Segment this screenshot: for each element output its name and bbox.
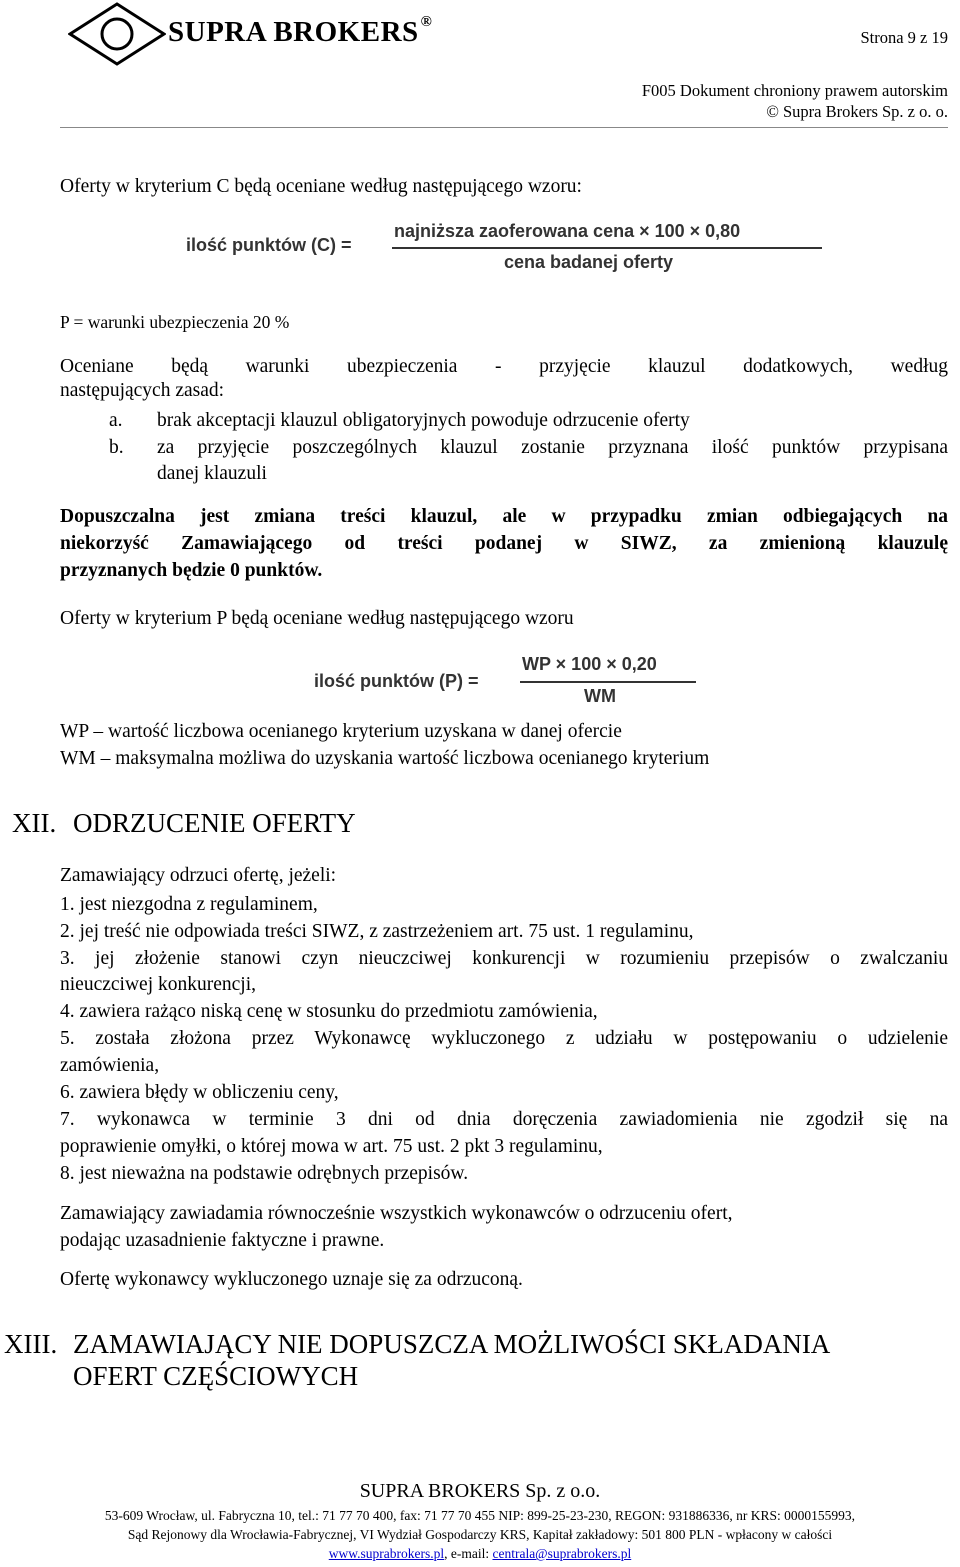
formula-p — [314, 651, 704, 709]
list-marker-a: a. — [109, 410, 123, 431]
section-xiii-number: XIII. — [4, 1329, 58, 1359]
email-link[interactable]: centrala@suprabrokers.pl — [492, 1546, 632, 1561]
supra-brokers-logo-icon — [68, 2, 166, 66]
list-item-b-line2: danej klauzuli — [157, 463, 267, 484]
rejection-item-6: 6. zawiera błędy w obliczeniu ceny, — [60, 1082, 339, 1103]
formula-c — [186, 218, 826, 276]
email-prefix: , e-mail: — [444, 1546, 493, 1561]
footer-court: Sąd Rejonowy dla Wrocławia-Fabrycznej, VI Wydział Gospodarczy KRS, Kapitał zakładowy: 501 800 PLN - wpłacony w całości — [127, 1527, 833, 1542]
formula-c-fraction-bar — [392, 247, 822, 249]
notification-line2: podając uzasadnienie faktyczne i prawne. — [60, 1230, 385, 1251]
brand-text: SUPRA BROKERS — [168, 16, 419, 48]
rejection-item-2: 2. jej treść nie odpowiada treści SIWZ, z zastrzeżeniem art. 75 ust. 1 regulaminu, — [60, 921, 694, 942]
section-xiii-title-line2: OFERT CZĘŚCIOWYCH — [73, 1361, 359, 1391]
formula-c-denominator: cena badanej oferty — [504, 252, 674, 272]
notification-line1: Zamawiający zawiadamia równocześnie wszystkich wykonawców o odrzuceniu ofert, — [60, 1203, 733, 1224]
criterion-p-heading: P = warunki ubezpieczenia 20 % — [60, 312, 290, 332]
list-marker-b: b. — [109, 437, 124, 458]
rejection-item-3-line1: 3. jej złożenie stanowi czyn nieuczciwej konkurencji w rozumieniu przepisów o zwalczaniu — [60, 948, 948, 969]
footer-company: SUPRA BROKERS Sp. z o.o. — [359, 1480, 601, 1502]
rejection-item-5-line1: 5. została złożona przez Wykonawcę wykluczonego z udziału w postępowaniu o udzielenie — [60, 1028, 948, 1049]
rejection-item-4: 4. zawiera rażąco niską cenę w stosunku do przedmiotu zamówienia, — [60, 1001, 598, 1022]
rejection-item-5-line2: zamówienia, — [60, 1055, 160, 1076]
section-xii-title: ODRZUCENIE OFERTY — [73, 808, 356, 838]
rejection-item-3-line2: nieuczciwej konkurencji, — [60, 974, 256, 995]
formula-c-lhs: ilość punktów (C) = — [186, 235, 352, 255]
list-item-a: brak akceptacji klauzul obligatoryjnych powoduje odrzucenie oferty — [157, 410, 690, 431]
section-xii-number: XII. — [12, 808, 57, 838]
clause-change-line3: przyznanych będzie 0 punktów. — [60, 560, 323, 581]
criterion-c-intro: Oferty w kryterium C będą oceniane według następującego wzoru: — [60, 176, 582, 197]
footer-address: 53-609 Wrocław, ul. Fabryczna 10, tel.: 71 77 70 400, fax: 71 77 70 455 NIP: 899-25-23-230, REGON: 931886336, nr KRS: 0000155993, — [104, 1508, 856, 1523]
excluded-offer-note: Ofertę wykonawcy wykluczonego uznaje się za odrzuconą. — [60, 1269, 523, 1290]
clause-change-line1: Dopuszczalna jest zmiana treści klauzul, ale w przypadku zmian odbiegających na — [60, 506, 948, 527]
formula-p-numerator: WP × 100 × 0,20 — [522, 654, 657, 674]
criterion-p-paragraph-line2: następujących zasad: — [60, 380, 225, 401]
brand-name — [168, 16, 432, 49]
registered-mark: ® — [420, 14, 433, 30]
criterion-p-intro: Oferty w kryterium P będą oceniane według następującego wzoru — [60, 608, 574, 629]
copyright-notice: © Supra Brokers Sp. z o. o. — [766, 102, 948, 121]
wp-definition: WP – wartość liczbowa ocenianego kryterium uzyskana w danej ofercie — [60, 721, 622, 742]
formula-p-lhs: ilość punktów (P) = — [314, 671, 479, 691]
formula-p-fraction-bar — [520, 681, 696, 683]
section-xiii-title-line1: ZAMAWIAJĄCY NIE DOPUSZCZA MOŻLIWOŚCI SKŁADANIA — [73, 1329, 831, 1359]
website-link[interactable]: www.suprabrokers.pl — [328, 1546, 445, 1561]
document-code: F005 Dokument chroniony prawem autorskim — [641, 81, 948, 100]
formula-p-denominator: WM — [584, 686, 616, 706]
header — [0, 0, 960, 135]
rejection-item-8: 8. jest nieważna na podstawie odrębnych przepisów. — [60, 1163, 469, 1184]
wm-definition: WM – maksymalna możliwa do uzyskania wartość liczbowa ocenianego kryterium — [60, 748, 710, 769]
footer — [0, 1476, 960, 1567]
criterion-p-paragraph-line1: Oceniane będą warunki ubezpieczenia - przyjęcie klauzul dodatkowych, według — [60, 356, 948, 377]
header-rule — [60, 127, 948, 128]
rejection-item-7-line2: poprawienie omyłki, o której mowa w art. 75 ust. 2 pkt 3 regulaminu, — [60, 1136, 603, 1157]
page-indicator: Strona 9 z 19 — [860, 28, 948, 47]
footer-contact — [0, 1545, 960, 1562]
rejection-item-1: 1. jest niezgodna z regulaminem, — [60, 894, 318, 915]
rejection-item-7-line1: 7. wykonawca w terminie 3 dni od dnia doręczenia zawiadomienia nie zgodził się na — [60, 1109, 948, 1130]
list-item-b-line1: za przyjęcie poszczególnych klauzul zostanie przyznana ilość punktów przypisana — [157, 437, 948, 458]
formula-c-numerator: najniższa zaoferowana cena × 100 × 0,80 — [394, 221, 741, 241]
rejection-intro: Zamawiający odrzuci ofertę, jeżeli: — [60, 865, 337, 886]
clause-change-line2: niekorzyść Zamawiającego od treści podanej w SIWZ, za zmienioną klauzulę — [60, 533, 948, 554]
